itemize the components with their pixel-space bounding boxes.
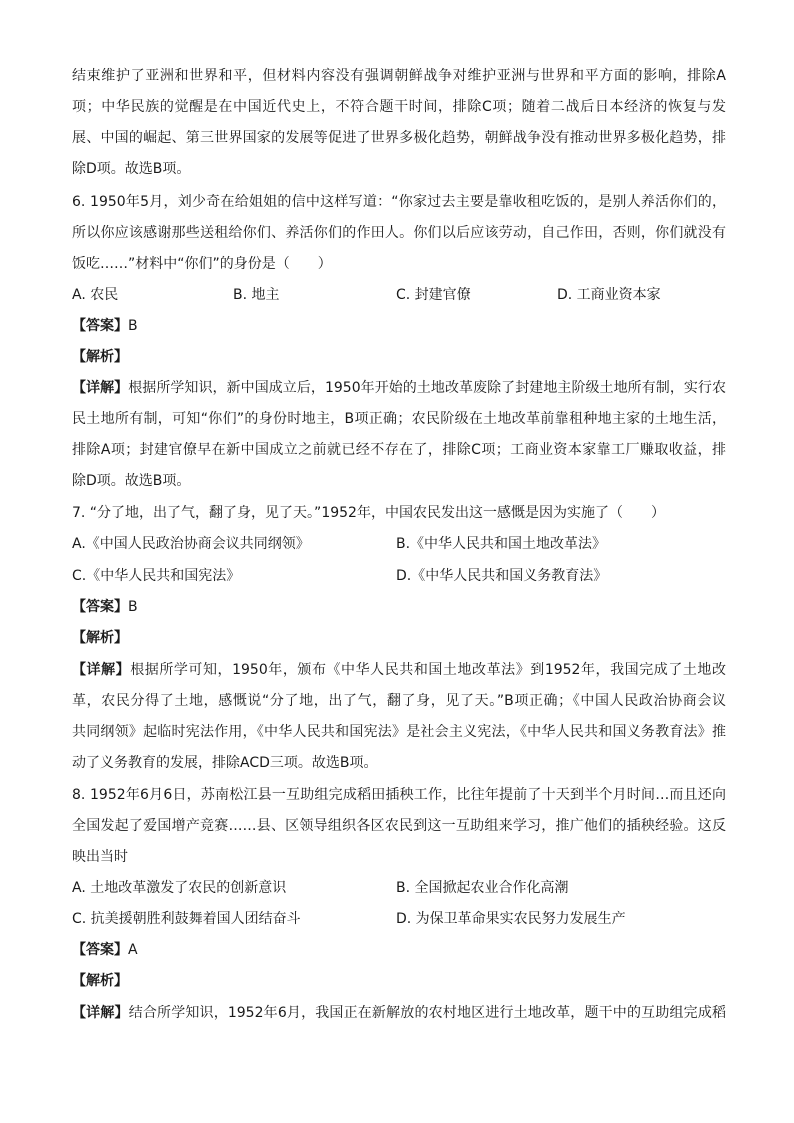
detail-tag: 【详解】 [72, 1005, 129, 1021]
q7-option-c: C.《中华人民共和国宪法》 [72, 568, 241, 584]
q6-stem-line-1: 6. 1950年5月，刘少奇在给姐姐的信中这样写道：“你家过去主要是靠收租吃饭的，是别人养活你们的， [72, 194, 726, 210]
q7-detail-line-1 [72, 660, 726, 680]
answer-tag: 【答案】 [72, 599, 128, 615]
q5-analysis-line-4: 除D项。故选B项。 [72, 161, 191, 177]
q7-detail-line-3: 共同纲领》起临时宪法作用，《中华人民共和国宪法》是社会主义宪法，《中华人民共和国义务教育法》推 [72, 724, 726, 740]
q7-detail-line-4: 动了义务教育的发展，排除ACD三项。故选B项。 [72, 755, 378, 771]
q7-detail-line-2: 革，农民分得了土地，感慨说“分了地，出了气，翻了身，见了天。”B项正确；《中国人民政治协商会议 [72, 693, 726, 709]
q8-answer [72, 940, 726, 960]
q5-analysis-line-3: 展、中国的崛起、第三世界国家的发展等促进了世界多极化趋势，朝鲜战争没有推动世界多极化趋势，排 [72, 130, 726, 146]
q8-option-c: C. 抗美援朝胜利鼓舞着国人团结奋斗 [72, 911, 301, 927]
q7-option-d: D.《中华人民共和国义务教育法》 [396, 568, 608, 584]
q6-option-d: D. 工商业资本家 [557, 287, 661, 303]
detail-text: 根据所学可知，1950年，颁布《中华人民共和国土地改革法》到1952年，我国完成了土地改 [130, 662, 726, 678]
q6-detail-line-4: 除D项。故选B项。 [72, 473, 191, 489]
answer-value: B [128, 599, 138, 615]
q8-option-d: D. 为保卫革命果实农民努力发展生产 [396, 911, 626, 927]
q7-option-b: B.《中华人民共和国土地改革法》 [396, 536, 607, 552]
q6-option-c: C. 封建官僚 [396, 287, 471, 303]
q6-option-a: A. 农民 [72, 287, 119, 303]
answer-tag: 【答案】 [72, 318, 128, 334]
q6-detail-line-1 [72, 378, 726, 398]
q5-analysis-line-1: 结束维护了亚洲和世界和平，但材料内容没有强调朝鲜战争对维护亚洲与世界和平方面的影响，排除A [72, 68, 726, 84]
q6-analysis-heading: 【解析】 [72, 349, 128, 365]
answer-value: B [128, 318, 138, 334]
q8-stem-line-3: 映出当时 [72, 849, 128, 865]
q6-detail-line-3: 排除A项；封建官僚早在新中国成立之前就已经不存在了，排除C项；工商业资本家靠工厂赚取收益，排 [72, 442, 726, 458]
detail-tag: 【详解】 [72, 662, 131, 678]
q7-analysis-heading: 【解析】 [72, 630, 128, 646]
q7-option-a: A.《中国人民政治协商会议共同纲领》 [72, 536, 310, 552]
q8-stem-line-2: 全国发起了爱国增产竞赛……县、区领导组织各区农民到这一互助组来学习，推广他们的插秧经验。这反 [72, 818, 726, 834]
q8-analysis-heading: 【解析】 [72, 973, 128, 989]
q8-detail-line-1 [72, 1003, 726, 1023]
q6-stem-line-3: 饭吃……”材料中“你们”的身份是（ ） [72, 256, 332, 272]
q8-option-b: B. 全国掀起农业合作化高潮 [396, 880, 569, 896]
answer-tag: 【答案】 [72, 942, 128, 958]
q6-stem-line-2: 所以你应该感谢那些送租给你们、养活你们的作田人。你们以后应该劳动，自己作田，否则，你们就没有 [72, 225, 726, 241]
q7-answer [72, 597, 726, 617]
q5-analysis-line-2: 项；中华民族的觉醒是在中国近代史上，不符合题干时间，排除C项；随着二战后日本经济的恢复与发 [72, 99, 726, 115]
answer-value: A [128, 942, 138, 958]
q8-option-a: A. 土地改革激发了农民的创新意识 [72, 880, 287, 896]
q6-option-b: B. 地主 [233, 287, 280, 303]
q8-stem-line-1: 8. 1952年6月6日，苏南松江县一互助组完成稻田插秧工作，比往年提前了十天到半个月时间…而且还向 [72, 787, 726, 803]
q6-detail-line-2: 民土地所有制，可知“你们”的身份时地主，B项正确；农民阶级在土地改革前靠租种地主家的土地生活， [72, 411, 726, 427]
detail-text: 根据所学知识，新中国成立后，1950年开始的土地改革废除了封建地主阶级土地所有制，实行农 [128, 380, 726, 396]
detail-text: 结合所学知识，1952年6月，我国正在新解放的农村地区进行土地改革，题干中的互助组完成稻 [128, 1005, 726, 1021]
q6-answer [72, 316, 726, 336]
q7-stem: 7. “分了地，出了气，翻了身，见了天。”1952年，中国农民发出这一感慨是因为实施了（ ） [72, 505, 665, 521]
detail-tag: 【详解】 [72, 380, 129, 396]
